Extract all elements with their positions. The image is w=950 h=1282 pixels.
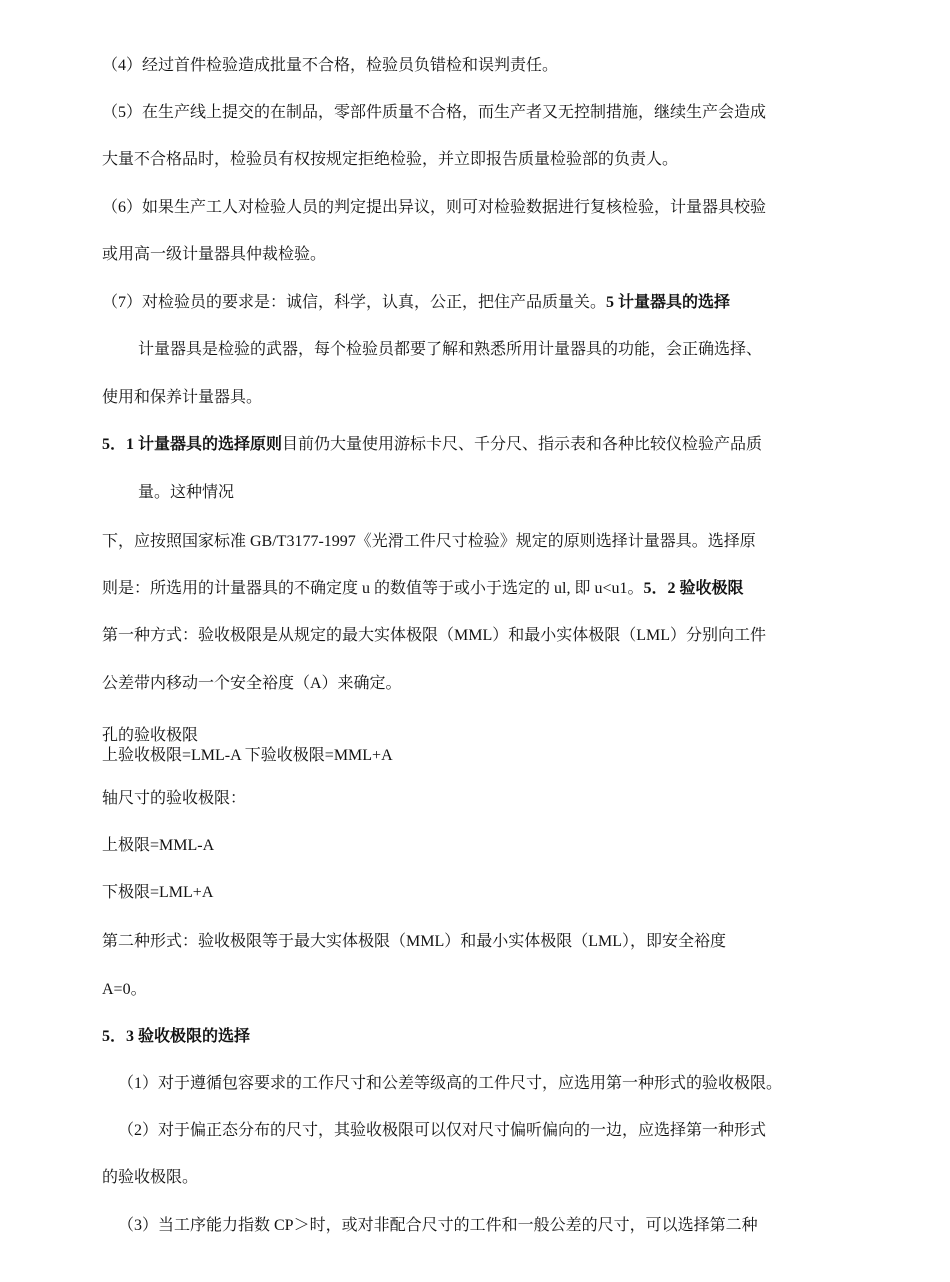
item-7-text: （7）对检验员的要求是：诚信，科学，认真，公正，把住产品质量关。 — [102, 294, 607, 311]
hole-limits-formula: 上验收极限=LML-A 下验收极限=MML+A — [102, 747, 393, 764]
paragraph-item-7 — [102, 293, 730, 313]
section-5-1-line-4 — [102, 579, 744, 599]
method-1-line-2: 公差带内移动一个安全裕度（A）来确定。 — [102, 675, 402, 692]
selection-item-2-line-1: （2）对于偏正态分布的尺寸，其验收极限可以仅对尺寸偏听偏向的一边，应选择第一种形式 — [118, 1122, 767, 1139]
paragraph-item-4: （4）经过首件检验造成批量不合格，检验员负错检和误判责任。 — [102, 57, 559, 74]
section-5-intro-line-1: 计量器具是检验的武器，每个检验员都要了解和熟悉所用计量器具的功能，会正确选择、 — [138, 341, 763, 358]
paragraph-item-5-line-2: 大量不合格品时，检验员有权按规定拒绝检验，并立即报告质量检验部的负责人。 — [102, 151, 679, 168]
shaft-lower-limit: 下极限=LML+A — [102, 884, 214, 901]
section-5-1-line-3: 下，应按照国家标准 GB/T3177-1997《光滑工件尺寸检验》规定的原则选择计量器具。选择原 — [102, 533, 756, 550]
shaft-limits-title: 轴尺寸的验收极限： — [102, 790, 247, 807]
method-2-line-2: A=0。 — [102, 981, 147, 998]
section-5-1-line-2: 量。这种情况 — [138, 484, 235, 501]
paragraph-item-5-line-1: （5）在生产线上提交的在制品，零部件质量不合格，而生产者又无控制措施，继续生产会造成 — [102, 104, 767, 121]
section-5-1-rule-text: 则是：所选用的计量器具的不确定度 u 的数值等于或小于选定的 ul, 即 u<u1。 — [102, 580, 644, 597]
section-5-heading: 5 计量器具的选择 — [606, 294, 731, 311]
shaft-upper-limit: 上极限=MML-A — [102, 837, 215, 854]
hole-limits-title: 孔的验收极限 — [102, 727, 199, 744]
section-5-3-heading: 5．3 验收极限的选择 — [102, 1028, 251, 1045]
selection-item-2-line-2: 的验收极限。 — [102, 1169, 199, 1186]
selection-item-3: （3）当工序能力指数 CP＞时，或对非配合尺寸的工件和一般公差的尺寸，可以选择第二种 — [118, 1217, 758, 1234]
paragraph-item-6-line-1: （6）如果生产工人对检验人员的判定提出异议，则可对检验数据进行复核检验，计量器具校验 — [102, 199, 767, 216]
section-5-intro-line-2: 使用和保养计量器具。 — [102, 389, 263, 406]
method-1-line-1: 第一种方式：验收极限是从规定的最大实体极限（MML）和最小实体极限（LML）分别向工件 — [102, 627, 767, 644]
section-5-1-line-1 — [102, 435, 762, 455]
section-5-1-text: 目前仍大量使用游标卡尺、千分尺、指示表和各种比较仪检验产品质 — [282, 436, 763, 453]
method-2-line-1: 第二种形式：验收极限等于最大实体极限（MML）和最小实体极限（LML），即安全裕度 — [102, 933, 727, 950]
selection-item-1: （1）对于遵循包容要求的工作尺寸和公差等级高的工件尺寸，应选用第一种形式的验收极限。 — [118, 1075, 783, 1092]
section-5-2-heading: 5．2 验收极限 — [643, 580, 744, 597]
section-5-1-heading: 5．1 计量器具的选择原则 — [102, 436, 283, 453]
paragraph-item-6-line-2: 或用高一级计量器具仲裁检验。 — [102, 246, 327, 263]
